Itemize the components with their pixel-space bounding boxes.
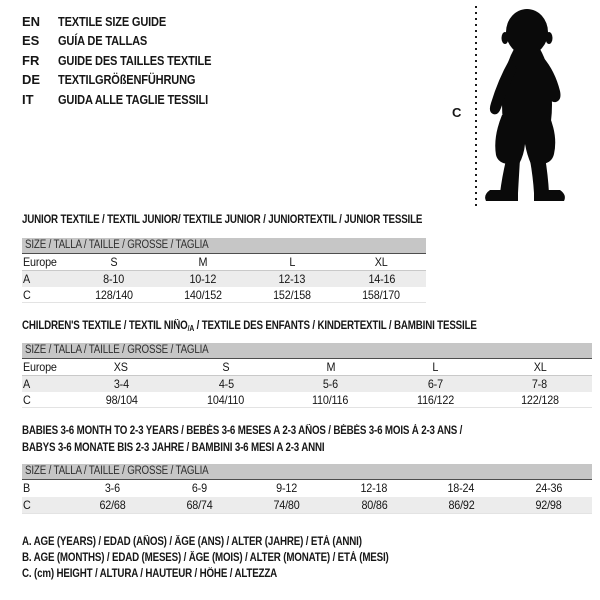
height-value: 158/170	[362, 288, 401, 302]
children-row-height	[22, 392, 592, 408]
height-value: 86/92	[448, 498, 475, 512]
age-value: 4-5	[218, 377, 234, 391]
height-value: 62/68	[99, 498, 126, 512]
age-value: 12-13	[278, 272, 306, 286]
language-row-fr	[22, 51, 238, 70]
gender-suffix: /A	[187, 324, 195, 333]
height-value: 122/128	[520, 393, 559, 407]
age-value: 3-4	[113, 377, 129, 391]
months-value: 9-12	[276, 481, 298, 495]
height-value: 98/104	[105, 393, 138, 407]
babies-size-header-bar: SIZE / TALLA / TAILLE / GRÖSSE / TAGLIA	[22, 464, 592, 480]
language-title: GUIDA ALLE TAGLIE TESSILI	[58, 91, 209, 107]
language-title: TEXTILE SIZE GUIDE	[58, 14, 167, 29]
months-value: 6-9	[192, 481, 208, 495]
age-value: 5-6	[322, 377, 339, 391]
height-value: 80/86	[361, 498, 388, 512]
column-header-m: M	[326, 360, 335, 374]
language-code: EN	[22, 14, 41, 29]
junior-size-table	[22, 238, 426, 303]
column-header-l: L	[289, 255, 296, 269]
column-header-m: M	[198, 255, 208, 269]
months-value: 3-6	[105, 481, 121, 495]
row-label: C	[23, 393, 31, 407]
age-value: 10-12	[189, 272, 217, 286]
legend-age-months: B. AGE (MONTHS) / EDAD (MESES) / ÂGE (MOIS) / ALTER (MONATE) / ETÀ (MESI)	[22, 552, 389, 564]
legend-height-cm: C. (cm) HEIGHT / ALTURA / HAUTEUR / HÖHE / ALTEZZA	[22, 568, 278, 580]
measurement-legend	[22, 534, 453, 582]
months-value: 18-24	[447, 481, 475, 495]
column-header-xl: XL	[533, 360, 547, 374]
column-header-s: S	[110, 255, 118, 269]
children-row-age	[22, 376, 592, 392]
language-row-es	[22, 31, 238, 50]
height-value: 92/98	[535, 498, 562, 512]
language-title: GUIDE DES TAILLES TEXTILE	[58, 52, 212, 68]
junior-row-height	[22, 287, 426, 303]
months-value: 12-18	[360, 481, 388, 495]
children-size-table	[22, 343, 592, 408]
junior-row-age	[22, 271, 426, 287]
height-measure-label: C	[452, 105, 462, 120]
column-header-xs: XS	[114, 360, 129, 374]
column-header-l: L	[432, 360, 438, 374]
babies-section-title: BABIES 3-6 MONTH TO 2-3 YEARS / BEBÉS 3-6 MESES A 2-3 AÑOS / BÉBÉS 3-6 MOIS À 2-3 ANS / BABYS 3-6 MONATE BIS 2-3 JAHRE / BAMBINI 3-6 MESI A 2-3 ANNI	[22, 425, 463, 454]
children-columns-row	[22, 359, 592, 376]
legend-age-years: A. AGE (YEARS) / EDAD (AÑOS) / ÂGE (ANS) / ALTER (JAHRE) / ETÀ (ANNI)	[22, 536, 362, 548]
column-header-s: S	[222, 360, 230, 374]
language-code: ES	[22, 33, 40, 49]
junior-size-header-bar: SIZE / TALLA / TAILLE / GRÖSSE / TAGLIA	[22, 238, 426, 254]
row-label: C	[23, 288, 31, 302]
height-value: 116/122	[416, 393, 454, 407]
junior-section-title: JUNIOR TEXTILE / TEXTIL JUNIOR/ TEXTILE JUNIOR / JUNIORTEXTIL / JUNIOR TESSILE	[22, 214, 423, 226]
height-value: 140/152	[183, 288, 222, 302]
column-header-europe: Europe	[23, 360, 57, 374]
language-code: DE	[22, 72, 41, 88]
height-value: 128/140	[94, 288, 133, 302]
height-value: 110/116	[312, 393, 349, 407]
height-dotted-line-icon	[475, 6, 477, 208]
height-value: 74/80	[273, 498, 300, 512]
age-value: 8-10	[103, 272, 125, 286]
row-label: A	[23, 272, 31, 286]
language-title: GUÍA DE TALLAS	[58, 33, 148, 49]
babies-size-table	[22, 464, 592, 514]
language-code: FR	[22, 52, 40, 68]
language-row-it	[22, 90, 238, 109]
height-value: 104/110	[207, 393, 245, 407]
row-label: A	[23, 377, 31, 391]
language-row-en	[22, 12, 238, 31]
babies-row-months	[22, 480, 592, 497]
height-value: 152/158	[273, 288, 312, 302]
months-value: 24-36	[535, 481, 562, 495]
row-label: C	[23, 498, 31, 512]
age-value: 14-16	[368, 272, 395, 286]
column-header-europe: Europe	[23, 255, 57, 269]
children-section-title: CHILDREN'S TEXTILE / TEXTIL $NIÑO_{/A}$ / TEXTILE DES ENFANTS / KINDERTEXTIL / BAMBINI TESSILE	[22, 320, 477, 333]
height-value: 68/74	[186, 498, 213, 512]
babies-row-height	[22, 497, 592, 514]
language-title: TEXTILGRÖßENFÜHRUNG	[58, 72, 196, 88]
junior-columns-row	[22, 254, 426, 271]
language-header	[22, 12, 238, 109]
age-value: 7-8	[532, 377, 548, 391]
children-size-header-bar: SIZE / TALLA / TAILLE / GRÖSSE / TAGLIA	[22, 343, 592, 359]
language-code: IT	[22, 91, 34, 107]
age-value: 6-7	[427, 377, 443, 391]
language-row-de	[22, 70, 238, 89]
row-label: B	[23, 481, 31, 495]
baby-silhouette-icon	[481, 5, 569, 208]
column-header-xl: XL	[374, 255, 388, 269]
